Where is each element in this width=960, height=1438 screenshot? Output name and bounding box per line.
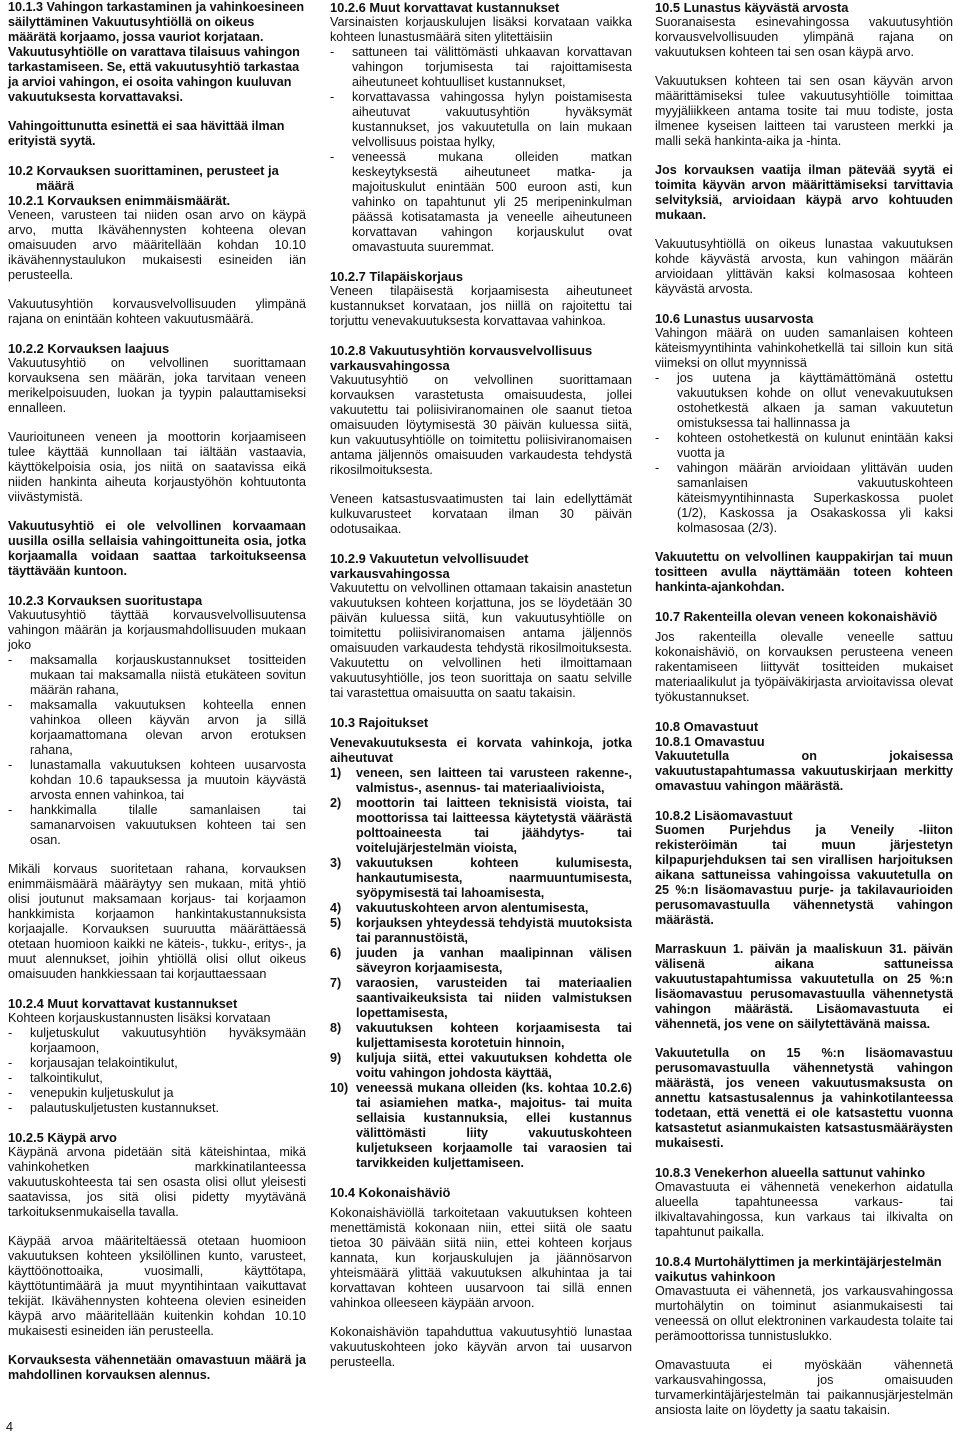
list-item: [330, 976, 632, 1021]
list-item: - maksamalla korjauskustannukset tositteiden mukaan tai maksamalla niistä etukäteen sovitun määrän rahana,: [8, 653, 306, 698]
paragraph: Käypänä arvona pidetään sitä käteishintaa, mikä vahinkohetken markkinatilanteessa vakuutuskohteesta tai sen osasta olisi ollut yleisesti saatavissa, jos sitä olisi pidetty myytävänä tarkoituksenmukaisella tavalla.: [8, 1145, 306, 1219]
list-item: [330, 766, 632, 796]
item-number: 3): [330, 856, 342, 870]
list-item: - korvattavassa vahingossa hylyn poistamisesta aiheutuvat vakuutusyhtiön hyväksymät kustannukset, jos vakuutetulla on lain mukaan velvollisuus poistaa hylky,: [330, 90, 632, 150]
paragraph: Kohteen korjauskustannusten lisäksi korvataan: [8, 1011, 271, 1025]
column-middle: [330, 0, 632, 1370]
item-text: veneessä mukana olleiden (ks. kohtaa 10.2.6) tai asiamiehen matka-, majoitus- tai muita sellaisia kustannuksia, ellei kustannus välittömästi liity vakuutuskohteen kuljetukseen korjaamolle tai varaosien tai tarvikkeiden kuljettamiseen.: [356, 1081, 632, 1170]
section-heading: 10.2 Korvauksen suorittaminen, perusteet ja määrä: [8, 163, 279, 193]
list-item: - palautuskuljetusten kustannukset.: [8, 1101, 306, 1116]
paragraph: Venevakuutuksesta ei korvata vahinkoja, jotka aiheutuvat: [330, 736, 632, 765]
paragraph: Vakuutusyhtiö on velvollinen suorittamaan korvauksen varastetusta omaisuudesta, jollei vakuutettu tai poliisiviranomainen ole saanut tietoa omaisuuden löytymisestä 30 päivän kuluessa siitä, kun vakuutusyhtiölle on toimitettu poliisiviranomaisen antama jäljennös omaisuuden varkaudesta tehdystä rikosilmoituksesta.: [330, 373, 632, 477]
section-heading: 10.2.1 Korvauksen enimmäismäärät.: [8, 193, 231, 208]
item-number: 5): [330, 916, 342, 930]
paragraph: Vakuutusyhtiö ei ole velvollinen korvaamaan uusilla osilla sellaisia vahingoittuneita osia, jotka korjaamalla voidaan saattaa tarkoitukseensa täyttävään kuntoon.: [8, 519, 306, 578]
item-number: 9): [330, 1051, 342, 1065]
list: [655, 371, 953, 536]
list-item: [330, 1081, 632, 1171]
item-number: 6): [330, 946, 342, 960]
section-heading: 10.8.1 Omavastuu: [655, 734, 765, 749]
section-heading: 10.2.8 Vakuutusyhtiön korvausvelvollisuus varkausvahingossa: [330, 343, 593, 373]
section-heading: 10.3 Rajoitukset: [330, 715, 429, 730]
section-heading: 10.8.4 Murtohälyttimen ja merkintäjärjestelmän vaikutus vahinkoon: [655, 1254, 942, 1284]
list-item: - korjausajan telakointikulut,: [8, 1056, 306, 1071]
section-heading: 10.2.9 Vakuutetun velvollisuudet varkausvahingossa: [330, 551, 529, 581]
paragraph: Vaurioituneen veneen ja moottorin korjaamiseen tulee käyttää kunnollaan tai iältään vastaavia, käyttökelpoisia osia, jos niitä on saatavissa eikä niiden hankinta aiheuta korjaustyöhön kohtuutonta viivästymistä.: [8, 430, 306, 504]
paragraph: Vahingon määrä on uuden samanlaisen kohteen käteismyyntihinta vahinkohetkellä tai silloin kun sitä viimeksi on ollut myynnissä: [655, 326, 953, 370]
paragraph: Omavastuuta ei myöskään vähennetä varkausvahingossa, jos omaisuuden turvamerkintäjärjestelmän tai paikannusjärjestelmän ansiosta laite on löydetty ja saatu takaisin.: [655, 1358, 953, 1417]
list-item: - hankkimalla tilalle samanlaisen tai samanarvoisen vakuutuksen kohteen tai sen osan.: [8, 803, 306, 848]
paragraph: Vakuutusyhtiöllä on oikeus lunastaa vakuutuksen kohde käyvästä arvosta, kun vahingon määrän arvioidaan ylittävän kaksi kolmasosaa kohteen käyvästä arvosta.: [655, 237, 953, 296]
item-text: korjauksen yhteydessä tehdyistä muutoksista tai parannustöistä,: [356, 916, 632, 945]
paragraph: Vahingoittunutta esinettä ei saa hävittää ilman erityistä syytä.: [8, 119, 285, 148]
item-number: 8): [330, 1021, 342, 1035]
list-item: - vahingon määrän arvioidaan ylittävän uuden samanlaisen vakuutuskohteen käteismyyntihinnasta Superkaskossa puolet (1/2), Kaskossa ja Osakaskossa yli kaksi kolmasosaa (2/3).: [655, 461, 953, 536]
paragraph: Kokonaishäviöllä tarkoitetaan vakuutuksen kohteen menettämistä kokonaan niin, ettei siitä ole saatu tietoa 30 päivään siitä niin, ettei kohteen korjaus kannata, kun korjauskulujen ja jäännösarvon yhteismäärä ylittää vakuutuksen alkuhintaa ja tai korvattavan kohteen uusarvoon tai sillä ennen vahinkoa olleeseen käypään arvoon.: [330, 1206, 632, 1310]
list-item: [330, 946, 632, 976]
item-number: 2): [330, 796, 342, 810]
item-text: vakuutuksen kohteen korjaamisesta tai kuljettamisesta korotetuin hinnoin,: [356, 1021, 632, 1050]
paragraph: Vakuutusyhtiön korvausvelvollisuuden ylimpänä rajana on enintään kohteen vakuutusmäärä.: [8, 297, 306, 326]
list-item: - kuljetuskulut vakuutusyhtiön hyväksymään korjaamoon,: [8, 1026, 306, 1056]
paragraph: Vakuutettu on velvollinen ottamaan takaisin anastetun vakuutuksen kohteen korjattuna, jos se löydetään 30 päivän kuluessa siitä, kun vakuutusyhtiölle on toimitettu poliisiviranomaisen antama jäljennös omaisuuden varkaudesta tehdystä rikosilmoituksesta. Vakuutettu on velvollinen heti ilmoittamaan vakuutusyhtiölle, jos teon suorittaja on saatu selville tai varastettua omaisuutta on saatu takaisin.: [330, 581, 632, 700]
item-text: vakuutuskohteen arvon alentumisesta,: [356, 901, 589, 915]
list-item: - jos uutena ja käyttämättömänä ostettu vakuutuksen kohde on ollut venevakuutuksen ostohetkestä alkaen ja saman vakuutetun omistuksessa tai hallinnassa ja: [655, 371, 953, 431]
paragraph: Vakuutettu on velvollinen kauppakirjan tai muun tositteen avulla näyttämään toteen kohteen hankinta-ajankohdan.: [655, 550, 953, 594]
list: [8, 653, 306, 848]
paragraph: Vakuutetulla on jokaisessa vakuutustapahtumassa vakuutuskirjaan merkitty omavastuu vahingon määrästä.: [655, 749, 953, 793]
paragraph: Veneen, varusteen tai niiden osan arvo on käypä arvo, mutta Ikävähennysten kohteena olevan omaisuuden arvo määritellään kohdan 10.10 ikävähennystaulukon mukaisesti esineiden iän perusteella.: [8, 208, 306, 282]
item-number: 1): [330, 766, 342, 780]
paragraph: Suomen Purjehdus ja Veneily -liiton rekisteröimän tai muun järjestetyn kilpapurjehduksen tai sen virallisen harjoituksen aikana sattuneissa vahingoissa vakuutetulla on 25 %:n lisäomavastuu purje- ja takilavaurioiden perusomavastuulla vähennetystä vahingon määrästä.: [655, 823, 953, 927]
item-number: 10): [330, 1081, 349, 1095]
paragraph: Kokonaishäviön tapahduttua vakuutusyhtiö lunastaa vakuutuskohteen joko käyvän arvon tai uusarvon perusteella.: [330, 1325, 632, 1369]
section-heading: 10.2.2 Korvauksen laajuus: [8, 341, 170, 356]
list: [330, 766, 632, 1171]
list-item: - venepukin kuljetuskulut ja: [8, 1086, 306, 1101]
section-heading: 10.2.5 Käypä arvo: [8, 1130, 117, 1145]
paragraph: Varsinaisten korjauskulujen lisäksi korvataan vaikka kohteen lunastusmäärä siten ylitettäisiin: [330, 15, 632, 44]
section-heading: 10.6 Lunastus uusarvosta: [655, 311, 814, 326]
list-item: - kohteen ostohetkestä on kulunut enintään kaksi vuotta ja: [655, 431, 953, 461]
list-item: - lunastamalla vakuutuksen kohteen uusarvosta kohdan 10.6 tapauksessa ja muutoin käyvästä arvosta ennen vahinkoa, tai: [8, 758, 306, 803]
section-heading: 10.4 Kokonaishäviö: [330, 1185, 451, 1200]
section-heading: 10.2.7 Tilapäiskorjaus: [330, 269, 464, 284]
section-heading: 10.2.6 Muut korvattavat kustannukset: [330, 0, 560, 15]
paragraph: Vakuutetulla on 15 %:n lisäomavastuu perusomavastuulla vähennetystä vahingon määrästä, jos veneen vakuutusmaksusta on annettu katsastusalennus ja vahinkotilanteessa todetaan, että venettä ei ole katsastettu vuonna katsastetut asianmukaisten katsastusmääräysten mukaisesti.: [655, 1046, 953, 1150]
list-item: [330, 916, 632, 946]
list-item: [330, 1021, 632, 1051]
paragraph: Vakuutusyhtiö on velvollinen suorittamaan korvauksena sen määrän, joka tarvitaan veneen merikelpoisuuden, luokan ja tyypin palauttamiseksi ennalleen.: [8, 356, 306, 415]
item-number: 7): [330, 976, 342, 990]
item-text: varaosien, varusteiden tai materiaalien saantivaikeuksista tai niiden valmistuksen lopettamisesta,: [356, 976, 632, 1020]
section-heading: 10.2.3 Korvauksen suoritustapa: [8, 593, 203, 608]
column-left: [8, 0, 306, 1383]
list-item: - maksamalla vakuutuksen kohteella ennen vahinkoa olleen käyvän arvon ja sillä korjaamattomana olevan arvon erotuksen rahana,: [8, 698, 306, 758]
item-number: 4): [330, 901, 342, 915]
list-item: [330, 901, 632, 916]
page-number: 4: [6, 1420, 14, 1434]
item-text: kuljuja siitä, ettei vakuutuksen kohdetta ole voitu vahingon johdosta käyttää,: [356, 1051, 632, 1080]
paragraph: Veneen katsastusvaatimusten tai lain edellyttämät kulkuvarusteet korvataan ilman 30 päivän odotusaikaa.: [330, 492, 632, 536]
paragraph: 10.1.3 Vahingon tarkastaminen ja vahinkoesineen säilyttäminen Vakuutusyhtiöllä on oikeus määrätä korjaamo, jossa vauriot korjataan. Vakuutusyhtiölle on varattava tilaisuus vahingon tarkastamiseen. Se, että vakuutusyhtiö tarkastaa ja arvioi vahingon, ei osoita vahingon kuuluvan vakuutuksesta korvattavaksi.: [8, 0, 305, 104]
paragraph: Suoranaisesta esinevahingossa vakuutusyhtiön korvausvelvollisuuden ylimpänä rajana on vakuutuksen kohteen tai sen osan käypä arvo.: [655, 15, 953, 59]
paragraph: Vakuutusyhtiö täyttää korvausvelvollisuutensa vahingon määrän ja korjausmahdollisuuden mukaan joko: [8, 608, 306, 652]
list-item: - talkointikulut,: [8, 1071, 306, 1086]
paragraph: Veneen tilapäisestä korjaamisesta aiheutuneet kustannukset korvataan, jos niillä on rajoitettu tai torjuttu venevakuutuksesta korvattavaa vahinkoa.: [330, 284, 632, 328]
list-item: - veneessä mukana olleiden matkan keskeytyksestä aiheutuneet matka- ja majoituskulut enintään 500 euroon asti, kun vahinko on tapahtunut yli 25 meripeninkulman päässä kotisatamasta ja veneelle aiheutuneen korvattavan vahingon korjauskulut ovat omavastuuta suuremmat.: [330, 150, 632, 255]
list-item: - sattuneen tai välittömästi uhkaavan korvattavan vahingon torjumisesta tai rajoittamisesta aiheutuneet kohtuulliset kustannukset,: [330, 45, 632, 90]
list-item: [330, 1051, 632, 1081]
item-text: moottorin tai laitteen teknisistä vioista, tai moottorissa tai laitteessa käytetystä väärästä polttoaineesta tai jäähdytys- tai voitelujärjestelmän vioista,: [356, 796, 632, 855]
paragraph: Jos rakenteilla olevalle veneelle sattuu kokonaishäviö, on korvauksen perusteena veneen rakentamiseen liittyvät tositteiden mukaiset materiaalikulut ja työpäiväkirjasta arvioitavissa olevat työkustannukset.: [655, 630, 953, 704]
list: [330, 45, 632, 255]
paragraph: Omavastuuta ei vähennetä venekerhon aidatulla alueella tapahtuneessa varkaus- tai ilkivaltavahingossa, kun varkaus tai ilkivalta on tapahtunut paikalla.: [655, 1180, 953, 1239]
list: [8, 1026, 306, 1116]
list-item: [330, 856, 632, 901]
paragraph: Marraskuun 1. päivän ja maaliskuun 31. päivän välisenä aikana sattuneissa vakuutustapahtumissa vakuutetulla on 25 %:n lisäomavastuu perusomavastuulla vähennetystä vahingon määrästä. Lisäomavastuuta ei vähennetä, jos vene on säilytettävänä maissa.: [655, 942, 953, 1031]
paragraph: Käypää arvoa määriteltäessä otetaan huomioon vakuutuksen kohteen yksilöllinen kunto, varusteet, käyttöönottoaika, vuosimalli, käyttötapa, käyttötuntimäärä ja muut myyntihintaan vaikuttavat tekijät. Ikävähennysten kohteena olevien esineiden käypä arvo määritellään kuitenkin kohdan 10.10 mukaisesti esineiden iän perusteella.: [8, 1234, 306, 1338]
section-heading: 10.8 Omavastuut: [655, 719, 759, 734]
column-right: [655, 0, 953, 1418]
paragraph: Mikäli korvaus suoritetaan rahana, korvauksen enimmäismäärä määräytyy sen mukaan, mitä yhtiö olisi joutunut maksamaan korjaus- tai korjaamon hankkimista korjaamon hankintakustannuksista korjaajalle. Korvauksen suuruutta määrättäessä otetaan huomioon kaikki ne käteis-, tukku-, eritys-, ja muut alennukset, joihin yhtiöllä olisi ollut oikeus omaisuuden hankkiessaan tai korjauttaessaan: [8, 862, 306, 981]
section-heading: 10.7 Rakenteilla olevan veneen kokonaishäviö: [655, 609, 938, 624]
item-text: juuden ja vanhan maalipinnan välisen säveyron korjaamisesta,: [356, 946, 632, 975]
list-item: [330, 796, 632, 856]
paragraph: Vakuutuksen kohteen tai sen osan käyvän arvon määrittämiseksi tulee vakuutusyhtiölle toimittaa myyjäliikkeen antama tosite tai muu todiste, josta ilmenee kyseisen laitteen tai varusteen merkki ja malli sekä hankinta-aika ja -hinta.: [655, 74, 953, 148]
paragraph: Omavastuuta ei vähennetä, jos varkausvahingossa murtohälytin on toiminut asianmukaisesti tai veneessä on ollut elektroninen varkaudesta tolaite tai perämoottorissa tunnistuslukko.: [655, 1284, 953, 1343]
item-text: veneen, sen laitteen tai varusteen rakenne-, valmistus-, asennus- tai materiaalivioista,: [356, 766, 632, 795]
item-text: vakuutuksen kohteen kulumisesta, hankautumisesta, naarmuuntumisesta, syöpymisestä tai lahoamisesta,: [356, 856, 632, 900]
paragraph: Korvauksesta vähennetään omavastuun määrä ja mahdollinen korvauksen alennus.: [8, 1353, 306, 1382]
section-heading: 10.5 Lunastus käyvästä arvosta: [655, 0, 849, 15]
paragraph: Jos korvauksen vaatija ilman pätevää syytä ei toimita käyvän arvon määrittämiseksi tarvittavia selvityksiä, arvioidaan käypä arvo kohtuuden mukaan.: [655, 163, 953, 222]
section-heading: 10.8.3 Venekerhon alueella sattunut vahinko: [655, 1165, 926, 1180]
section-heading: 10.8.2 Lisäomavastuut: [655, 808, 793, 823]
section-heading: 10.2.4 Muut korvattavat kustannukset: [8, 996, 238, 1011]
